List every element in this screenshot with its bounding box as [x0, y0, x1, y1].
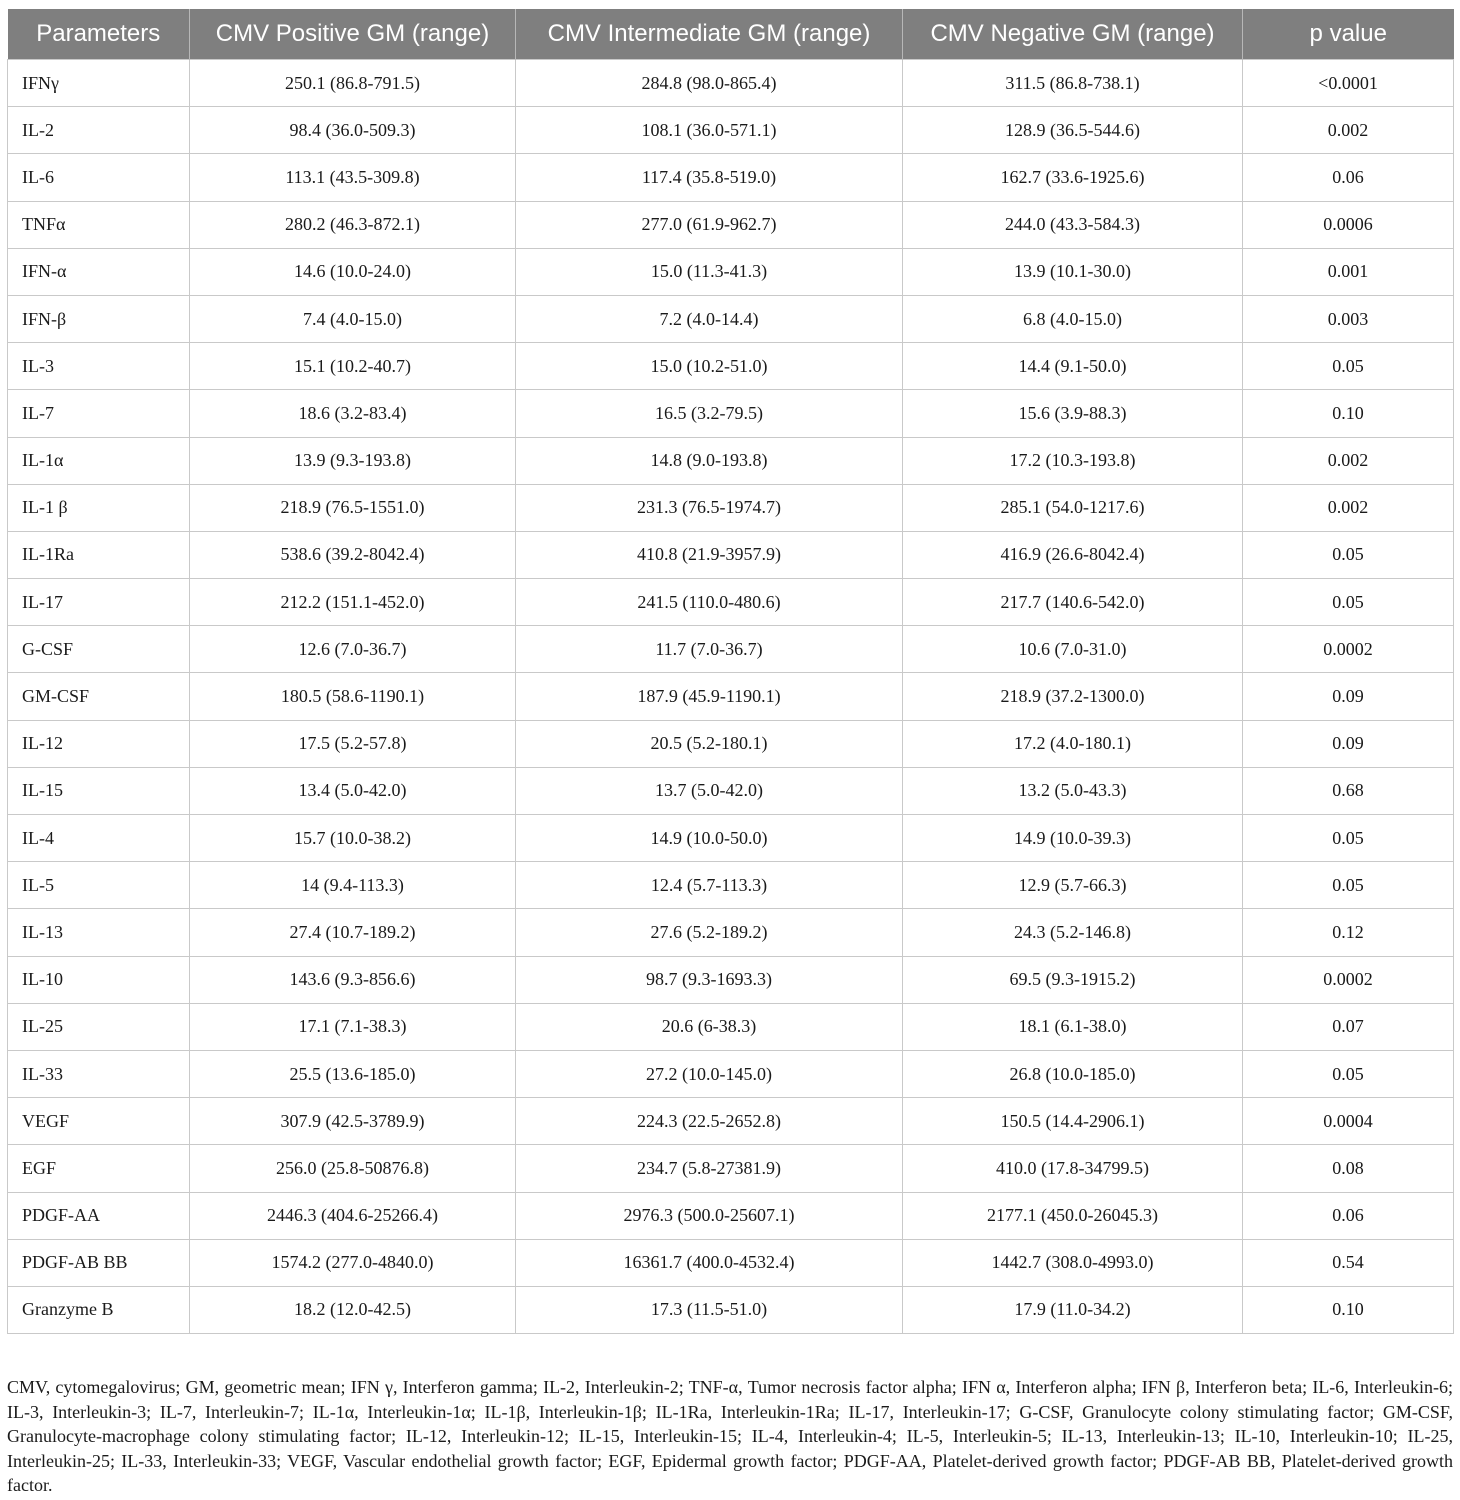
p-value-cell: 0.002	[1243, 107, 1454, 154]
cmv-positive-cell: 280.2 (46.3-872.1)	[190, 201, 516, 248]
table-row	[8, 1192, 1454, 1239]
cmv-negative-cell: 217.7 (140.6-542.0)	[903, 579, 1243, 626]
p-value-cell: 0.05	[1243, 1050, 1454, 1097]
param-cell: IL-1α	[8, 437, 190, 484]
cmv-positive-cell: 13.9 (9.3-193.8)	[190, 437, 516, 484]
param-cell: IL-17	[8, 579, 190, 626]
cmv-positive-cell: 212.2 (151.1-452.0)	[190, 579, 516, 626]
cmv-negative-cell: 1442.7 (308.0-4993.0)	[903, 1239, 1243, 1286]
cmv-negative-cell: 10.6 (7.0-31.0)	[903, 626, 1243, 673]
table-row	[8, 343, 1454, 390]
p-value-cell: 0.10	[1243, 390, 1454, 437]
table-row	[8, 1098, 1454, 1145]
cmv-positive-cell: 256.0 (25.8-50876.8)	[190, 1145, 516, 1192]
p-value-cell: 0.07	[1243, 1003, 1454, 1050]
cmv-negative-cell: 18.1 (6.1-38.0)	[903, 1003, 1243, 1050]
param-cell: Granzyme B	[8, 1286, 190, 1333]
param-cell: IL-2	[8, 107, 190, 154]
param-cell: IL-7	[8, 390, 190, 437]
table-row	[8, 909, 1454, 956]
cmv-negative-cell: 17.2 (4.0-180.1)	[903, 720, 1243, 767]
p-value-cell: 0.003	[1243, 295, 1454, 342]
param-cell: TNFα	[8, 201, 190, 248]
cmv-positive-cell: 13.4 (5.0-42.0)	[190, 767, 516, 814]
table-row	[8, 437, 1454, 484]
p-value-cell: 0.05	[1243, 579, 1454, 626]
table-footnote: CMV, cytomegalovirus; GM, geometric mean; IFN γ, Interferon gamma; IL-2, Interleukin-2; TNF-α, Tumor necrosis factor alpha; IFN α, Interferon alpha; IFN β, Interferon beta; IL-6, Interleukin-6; IL-3, Interleukin-3; IL-7, Interleukin-7; IL-1α, Interleukin-1α; IL-1β, Interleukin-1β; IL-1Ra, Interleukin-1Ra; IL-17, Interleukin-17; G-CSF, Granulocyte colony stimulating factor; GM-CSF, Granulocyte-macrophage colony stimulating factor; IL-12, Interleukin-12; IL-15, Interleukin-15; IL-4, Interleukin-4; IL-5, Interleukin-5; IL-13, Interleukin-13; IL-10, Interleukin-10; IL-25, Interleukin-25; IL-33, Interleukin-33; VEGF, Vascular endothelial growth factor; EGF, Epidermal growth factor; PDGF-AA, Platelet-derived growth factor; PDGF-AB BB, Platelet-derived growth factor.	[7, 1377, 1453, 1495]
table-row	[8, 1050, 1454, 1097]
cmv-intermediate-cell: 7.2 (4.0-14.4)	[516, 295, 903, 342]
table-body	[8, 60, 1454, 1334]
cmv-intermediate-cell: 16.5 (3.2-79.5)	[516, 390, 903, 437]
cmv-intermediate-cell: 14.8 (9.0-193.8)	[516, 437, 903, 484]
cmv-negative-cell: 244.0 (43.3-584.3)	[903, 201, 1243, 248]
param-cell: EGF	[8, 1145, 190, 1192]
p-value-cell: 0.10	[1243, 1286, 1454, 1333]
table-row	[8, 1239, 1454, 1286]
table-row	[8, 720, 1454, 767]
param-cell: IFN-β	[8, 295, 190, 342]
p-value-cell: 0.0002	[1243, 956, 1454, 1003]
param-cell: IL-33	[8, 1050, 190, 1097]
p-value-cell: <0.0001	[1243, 60, 1454, 107]
cmv-positive-cell: 218.9 (76.5-1551.0)	[190, 484, 516, 531]
p-value-cell: 0.05	[1243, 862, 1454, 909]
cmv-intermediate-cell: 2976.3 (500.0-25607.1)	[516, 1192, 903, 1239]
cmv-negative-cell: 410.0 (17.8-34799.5)	[903, 1145, 1243, 1192]
cmv-positive-cell: 17.1 (7.1-38.3)	[190, 1003, 516, 1050]
header-cmv-negative: CMV Negative GM (range)	[903, 9, 1243, 60]
cmv-positive-cell: 1574.2 (277.0-4840.0)	[190, 1239, 516, 1286]
table-row	[8, 484, 1454, 531]
table-row	[8, 1286, 1454, 1333]
cmv-negative-cell: 128.9 (36.5-544.6)	[903, 107, 1243, 154]
p-value-cell: 0.06	[1243, 1192, 1454, 1239]
cmv-intermediate-cell: 277.0 (61.9-962.7)	[516, 201, 903, 248]
table-row	[8, 390, 1454, 437]
table-row	[8, 673, 1454, 720]
cmv-intermediate-cell: 234.7 (5.8-27381.9)	[516, 1145, 903, 1192]
cmv-intermediate-cell: 17.3 (11.5-51.0)	[516, 1286, 903, 1333]
table-header-row	[8, 9, 1454, 60]
cmv-positive-cell: 143.6 (9.3-856.6)	[190, 956, 516, 1003]
cmv-positive-cell: 180.5 (58.6-1190.1)	[190, 673, 516, 720]
param-cell: IL-6	[8, 154, 190, 201]
cmv-negative-cell: 14.9 (10.0-39.3)	[903, 815, 1243, 862]
param-cell: IL-12	[8, 720, 190, 767]
cmv-negative-cell: 416.9 (26.6-8042.4)	[903, 531, 1243, 578]
cmv-intermediate-cell: 117.4 (35.8-519.0)	[516, 154, 903, 201]
cmv-positive-cell: 250.1 (86.8-791.5)	[190, 60, 516, 107]
cmv-intermediate-cell: 14.9 (10.0-50.0)	[516, 815, 903, 862]
p-value-cell: 0.05	[1243, 815, 1454, 862]
cmv-positive-cell: 27.4 (10.7-189.2)	[190, 909, 516, 956]
table-row	[8, 767, 1454, 814]
cmv-negative-cell: 24.3 (5.2-146.8)	[903, 909, 1243, 956]
table-row	[8, 295, 1454, 342]
cmv-negative-cell: 6.8 (4.0-15.0)	[903, 295, 1243, 342]
cmv-positive-cell: 17.5 (5.2-57.8)	[190, 720, 516, 767]
table-row	[8, 1145, 1454, 1192]
table-row	[8, 862, 1454, 909]
cmv-positive-cell: 14 (9.4-113.3)	[190, 862, 516, 909]
param-cell: PDGF-AB BB	[8, 1239, 190, 1286]
p-value-cell: 0.05	[1243, 343, 1454, 390]
header-parameters: Parameters	[8, 9, 190, 60]
cmv-positive-cell: 98.4 (36.0-509.3)	[190, 107, 516, 154]
cmv-intermediate-cell: 410.8 (21.9-3957.9)	[516, 531, 903, 578]
param-cell: IL-4	[8, 815, 190, 862]
cmv-positive-cell: 15.1 (10.2-40.7)	[190, 343, 516, 390]
cmv-positive-cell: 7.4 (4.0-15.0)	[190, 295, 516, 342]
cmv-intermediate-cell: 15.0 (10.2-51.0)	[516, 343, 903, 390]
cmv-negative-cell: 15.6 (3.9-88.3)	[903, 390, 1243, 437]
p-value-cell: 0.002	[1243, 484, 1454, 531]
cmv-positive-cell: 12.6 (7.0-36.7)	[190, 626, 516, 673]
cmv-intermediate-cell: 98.7 (9.3-1693.3)	[516, 956, 903, 1003]
p-value-cell: 0.0006	[1243, 201, 1454, 248]
param-cell: IFN-α	[8, 248, 190, 295]
cmv-intermediate-cell: 16361.7 (400.0-4532.4)	[516, 1239, 903, 1286]
p-value-cell: 0.002	[1243, 437, 1454, 484]
cytokine-table-container	[7, 9, 1453, 1334]
p-value-cell: 0.05	[1243, 531, 1454, 578]
table-row	[8, 107, 1454, 154]
p-value-cell: 0.54	[1243, 1239, 1454, 1286]
p-value-cell: 0.12	[1243, 909, 1454, 956]
table-row	[8, 626, 1454, 673]
cmv-negative-cell: 162.7 (33.6-1925.6)	[903, 154, 1243, 201]
table-row	[8, 60, 1454, 107]
cmv-negative-cell: 14.4 (9.1-50.0)	[903, 343, 1243, 390]
table-row	[8, 815, 1454, 862]
table-row	[8, 201, 1454, 248]
cmv-intermediate-cell: 284.8 (98.0-865.4)	[516, 60, 903, 107]
cmv-negative-cell: 13.2 (5.0-43.3)	[903, 767, 1243, 814]
p-value-cell: 0.06	[1243, 154, 1454, 201]
param-cell: G-CSF	[8, 626, 190, 673]
param-cell: IFNγ	[8, 60, 190, 107]
cmv-intermediate-cell: 27.6 (5.2-189.2)	[516, 909, 903, 956]
table-row	[8, 154, 1454, 201]
cmv-negative-cell: 13.9 (10.1-30.0)	[903, 248, 1243, 295]
header-p-value: p value	[1243, 9, 1454, 60]
p-value-cell: 0.09	[1243, 673, 1454, 720]
cytokine-table	[7, 9, 1454, 1334]
cmv-negative-cell: 218.9 (37.2-1300.0)	[903, 673, 1243, 720]
cmv-intermediate-cell: 224.3 (22.5-2652.8)	[516, 1098, 903, 1145]
cmv-intermediate-cell: 27.2 (10.0-145.0)	[516, 1050, 903, 1097]
cmv-negative-cell: 311.5 (86.8-738.1)	[903, 60, 1243, 107]
cmv-intermediate-cell: 12.4 (5.7-113.3)	[516, 862, 903, 909]
cmv-negative-cell: 12.9 (5.7-66.3)	[903, 862, 1243, 909]
cmv-intermediate-cell: 11.7 (7.0-36.7)	[516, 626, 903, 673]
cmv-intermediate-cell: 20.6 (6-38.3)	[516, 1003, 903, 1050]
cmv-intermediate-cell: 108.1 (36.0-571.1)	[516, 107, 903, 154]
cmv-intermediate-cell: 20.5 (5.2-180.1)	[516, 720, 903, 767]
param-cell: IL-1Ra	[8, 531, 190, 578]
param-cell: IL-25	[8, 1003, 190, 1050]
cmv-intermediate-cell: 187.9 (45.9-1190.1)	[516, 673, 903, 720]
cmv-positive-cell: 307.9 (42.5-3789.9)	[190, 1098, 516, 1145]
cmv-negative-cell: 17.9 (11.0-34.2)	[903, 1286, 1243, 1333]
param-cell: IL-3	[8, 343, 190, 390]
header-cmv-intermediate: CMV Intermediate GM (range)	[516, 9, 903, 60]
p-value-cell: 0.0004	[1243, 1098, 1454, 1145]
param-cell: IL-10	[8, 956, 190, 1003]
table-row	[8, 579, 1454, 626]
cmv-negative-cell: 150.5 (14.4-2906.1)	[903, 1098, 1243, 1145]
table-row	[8, 956, 1454, 1003]
cmv-negative-cell: 26.8 (10.0-185.0)	[903, 1050, 1243, 1097]
param-cell: PDGF-AA	[8, 1192, 190, 1239]
header-cmv-positive: CMV Positive GM (range)	[190, 9, 516, 60]
table-row	[8, 1003, 1454, 1050]
cmv-positive-cell: 25.5 (13.6-185.0)	[190, 1050, 516, 1097]
param-cell: IL-1 β	[8, 484, 190, 531]
p-value-cell: 0.08	[1243, 1145, 1454, 1192]
cmv-positive-cell: 18.2 (12.0-42.5)	[190, 1286, 516, 1333]
cmv-intermediate-cell: 15.0 (11.3-41.3)	[516, 248, 903, 295]
param-cell: IL-5	[8, 862, 190, 909]
table-row	[8, 248, 1454, 295]
cmv-positive-cell: 2446.3 (404.6-25266.4)	[190, 1192, 516, 1239]
cmv-positive-cell: 15.7 (10.0-38.2)	[190, 815, 516, 862]
cmv-positive-cell: 538.6 (39.2-8042.4)	[190, 531, 516, 578]
param-cell: IL-15	[8, 767, 190, 814]
p-value-cell: 0.68	[1243, 767, 1454, 814]
param-cell: IL-13	[8, 909, 190, 956]
cmv-negative-cell: 285.1 (54.0-1217.6)	[903, 484, 1243, 531]
cmv-negative-cell: 2177.1 (450.0-26045.3)	[903, 1192, 1243, 1239]
cmv-intermediate-cell: 241.5 (110.0-480.6)	[516, 579, 903, 626]
cmv-intermediate-cell: 231.3 (76.5-1974.7)	[516, 484, 903, 531]
param-cell: GM-CSF	[8, 673, 190, 720]
p-value-cell: 0.09	[1243, 720, 1454, 767]
param-cell: VEGF	[8, 1098, 190, 1145]
cmv-positive-cell: 18.6 (3.2-83.4)	[190, 390, 516, 437]
p-value-cell: 0.0002	[1243, 626, 1454, 673]
cmv-positive-cell: 113.1 (43.5-309.8)	[190, 154, 516, 201]
cmv-negative-cell: 17.2 (10.3-193.8)	[903, 437, 1243, 484]
table-row	[8, 531, 1454, 578]
cmv-positive-cell: 14.6 (10.0-24.0)	[190, 248, 516, 295]
p-value-cell: 0.001	[1243, 248, 1454, 295]
cmv-intermediate-cell: 13.7 (5.0-42.0)	[516, 767, 903, 814]
cmv-negative-cell: 69.5 (9.3-1915.2)	[903, 956, 1243, 1003]
